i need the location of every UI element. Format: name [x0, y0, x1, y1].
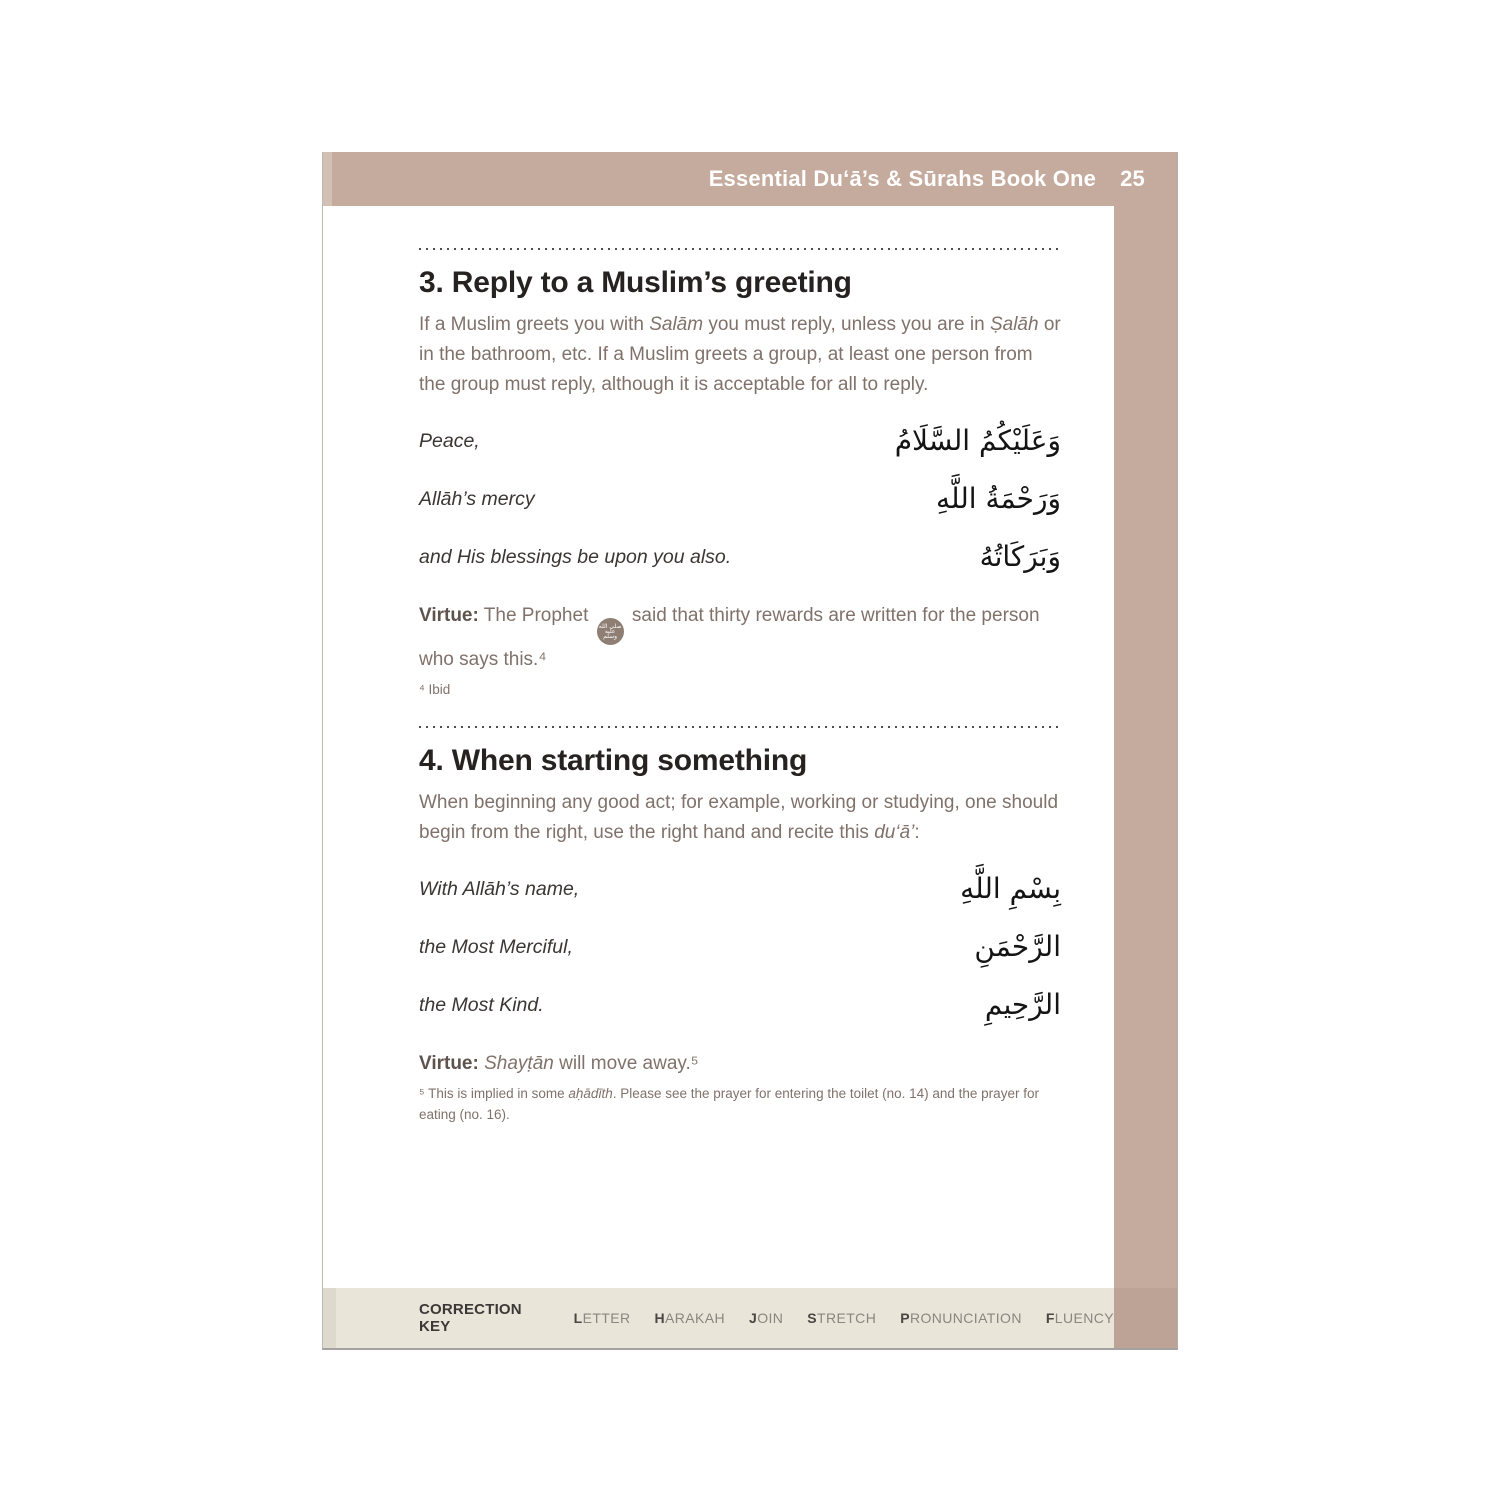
translation-text: the Most Merciful,: [419, 935, 573, 958]
right-margin-footer-overlap: [1114, 1288, 1177, 1348]
page-number: 25: [1120, 166, 1145, 191]
section-3-heading: 3. Reply to a Muslim’s greeting: [419, 266, 852, 299]
correction-key-item: HARAKAH: [654, 1310, 725, 1326]
footnote: ⁵ This is implied in some aḥādīth. Please see the prayer for entering the toilet (no. 14) and the prayer for eating (no. 16).: [419, 1086, 1039, 1122]
arabic-text: وَعَلَيْكُمُ السَّلَامُ: [894, 424, 1061, 457]
arabic-text: وَبَرَكَاتُهُ: [979, 540, 1061, 573]
correction-key-items: [574, 1310, 1114, 1326]
correction-key-bar: [323, 1288, 1114, 1348]
dotted-separator: [419, 248, 1061, 250]
book-page: [322, 152, 1178, 1350]
dua-row: [419, 976, 1061, 1034]
dua-rows: [419, 412, 1061, 586]
dua-rows: [419, 860, 1061, 1034]
footnote: ⁴ Ibid: [419, 682, 451, 697]
virtue-paragraph: Virtue: The Prophet صلى الله عليه وسلم said that thirty rewards are written for the person who says this.⁴: [419, 605, 1040, 670]
translation-text: Peace,: [419, 429, 480, 452]
section-3-intro: If a Muslim greets you with Salām you must reply, unless you are in Ṣalāh or in the bathroom, etc. If a Muslim greets a group, at least one person from the group must reply, although it is acceptable for all to reply.: [419, 314, 1061, 395]
dua-row: [419, 918, 1061, 976]
translation-text: Allāh’s mercy: [419, 487, 535, 510]
dua-row: [419, 412, 1061, 470]
arabic-text: الرَّحِيمِ: [984, 988, 1061, 1021]
correction-key-item: LETTER: [573, 1310, 631, 1326]
correction-key-item: PRONUNCIATION: [900, 1310, 1022, 1326]
translation-text: With Allāh’s name,: [419, 877, 580, 900]
right-margin-band: [1114, 152, 1177, 1348]
correction-key-label: CORRECTION KEY: [419, 1301, 522, 1335]
page-header-band: [323, 152, 1177, 206]
translation-text: and His blessings be upon you also.: [419, 545, 732, 568]
dotted-separator: [419, 726, 1061, 728]
section-4-intro: When beginning any good act; for example, working or studying, one should begin from the right, use the right hand and recite this du‘ā’:: [419, 792, 1059, 843]
arabic-text: بِسْمِ اللَّهِ: [960, 872, 1061, 905]
virtue-paragraph: Virtue: Shayṭān will move away.⁵: [419, 1053, 699, 1074]
page-header: [323, 152, 1177, 206]
correction-key-item: STRETCH: [807, 1310, 877, 1326]
arabic-text: الرَّحْمَنِ: [974, 930, 1061, 963]
book-title: Essential Du‘ā’s & Sūrahs Book One: [708, 166, 1097, 191]
dua-row: [419, 528, 1061, 586]
dua-row: [419, 470, 1061, 528]
arabic-text: وَرَحْمَةُ اللَّهِ: [935, 482, 1061, 515]
correction-key-item: FLUENCY: [1045, 1310, 1114, 1326]
correction-key-item: JOIN: [749, 1310, 784, 1326]
page-content: [419, 248, 1061, 1139]
prophet-salutation-icon: صلى الله عليه وسلم: [597, 618, 624, 645]
section-4-heading: 4. When starting something: [419, 744, 808, 777]
dua-row: [419, 860, 1061, 918]
translation-text: the Most Kind.: [419, 993, 544, 1016]
